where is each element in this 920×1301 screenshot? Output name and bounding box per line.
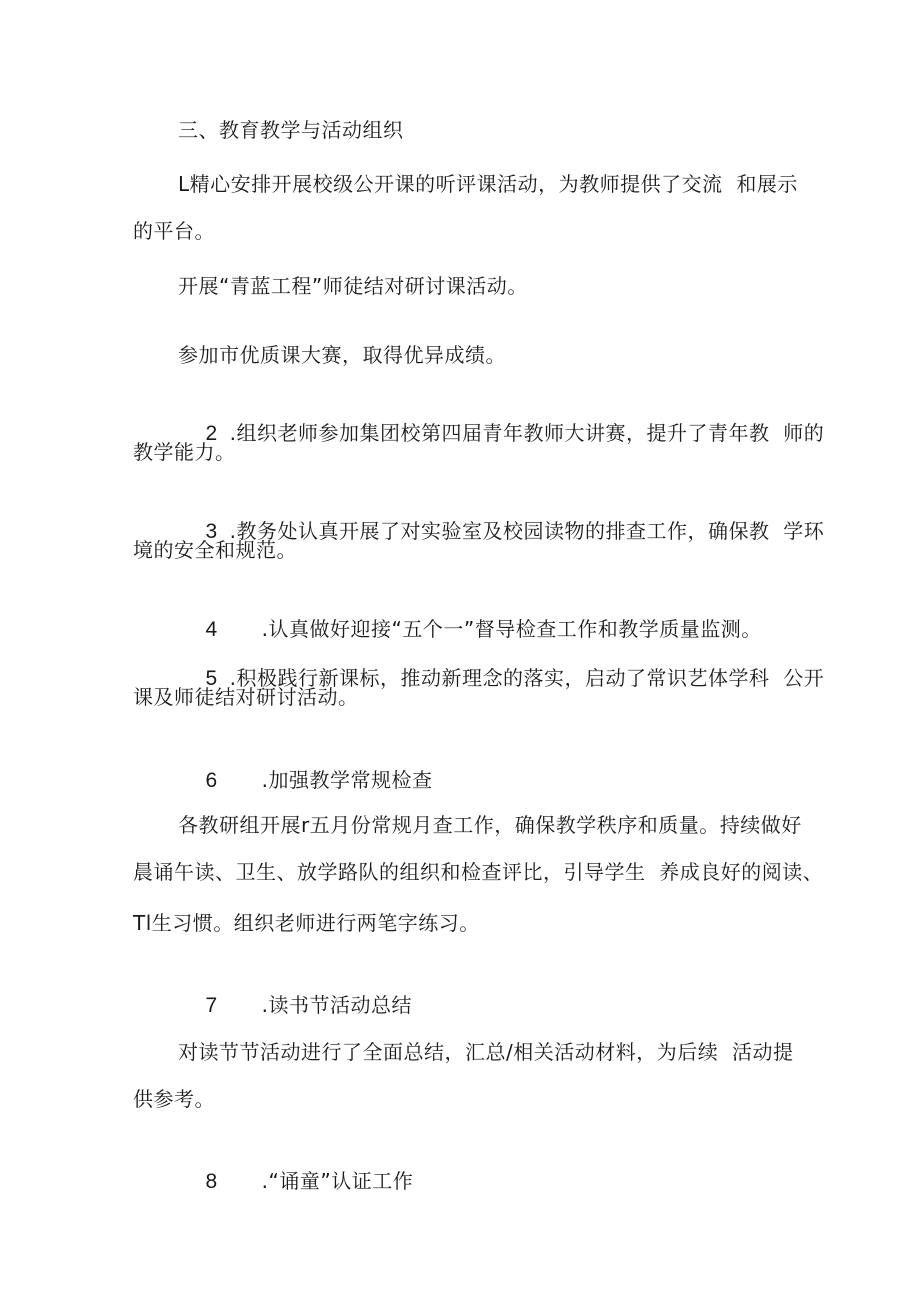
paragraph-line: 的平台。 [133,219,215,243]
paragraph-line: 对读节节活动进行了全面总结，汇总/相关活动材料，为后续 活动提 [178,1040,794,1064]
item-number: 5 [205,667,218,690]
item-text: .“诵童”认证工作 [261,1169,414,1193]
item-number: 4 [205,618,218,641]
paragraph-line: 教学能力。 [133,440,236,464]
paragraph-line: 开展“青蓝工程”师徒结对研讨课活动。 [178,274,528,298]
paragraph-line: Tl生习惯。组织老师进行两笔字练习。 [133,911,480,935]
item-number: 3 [205,520,218,543]
item-number: 7 [205,994,218,1017]
paragraph-line: 供参考。 [133,1087,215,1111]
item-text: .组织老师参加集团校第四届青年教师大讲赛，提升了青年教 师的 [229,421,825,445]
item-text: .加强教学常规检查 [261,768,433,792]
paragraph-line: 课及师徒结对研讨活动。 [133,685,359,709]
paragraph-line: 参加市优质课大赛，取得优异成绩。 [178,343,506,367]
item-number: 8 [205,1170,218,1193]
section-heading: 三、教育教学与活动组织 [178,118,404,142]
numbered-item-2 [178,391,824,476]
item-text: .积极践行新课标，推动新理念的落实，启动了常识艺体学科 公开 [229,666,825,690]
paragraph-line: 境的安全和规范。 [133,538,297,562]
item-number: 6 [205,769,218,792]
paragraph-line: 晨诵午读、卫生、放学路队的组织和检查评比，引导学生 养成良好的阅读、 [133,860,824,884]
item-text: .认真做好迎接“五个一”督导检查工作和教学质量监测。 [261,617,762,641]
item-text: .教务处认真开展了对实验室及校园读物的排查工作，确保教 学环 [229,519,825,543]
paragraph-line: L精心安排开展校级公开课的听评课活动，为教师提供了交流 和展示 [178,172,798,196]
paragraph-line: 各教研组开展r五月份常规月查工作，确保教学秩序和质量。持续做好 [178,813,802,837]
numbered-item-8 [178,1139,413,1224]
item-number: 2 [205,422,218,445]
numbered-item-7 [178,963,412,1048]
item-text: .读书节活动总结 [261,993,412,1017]
